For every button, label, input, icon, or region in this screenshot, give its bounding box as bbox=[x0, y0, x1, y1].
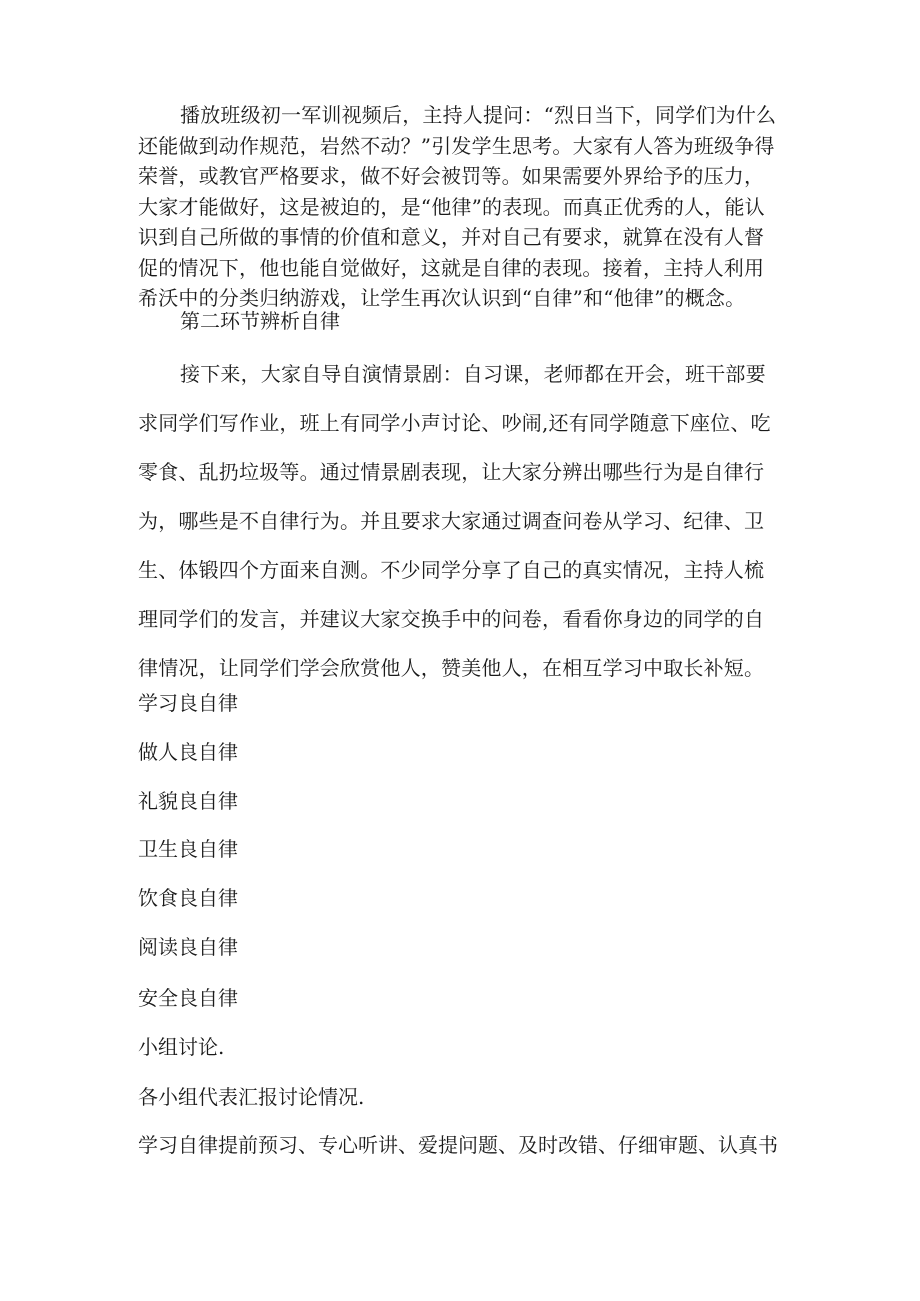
list-item: 小组讨论. bbox=[138, 1035, 225, 1059]
list-item: 礼貌良自律 bbox=[138, 789, 238, 813]
list-item: 阅读良自律 bbox=[138, 935, 238, 959]
list-item: 饮食良自律 bbox=[138, 886, 238, 910]
list-item: 做人良自律 bbox=[138, 740, 238, 764]
list-item: 各小组代表汇报讨论情况. bbox=[138, 1085, 365, 1109]
list-item: 学习自律提前预习、专心听讲、爱提问题、及时改错、仔细审题、认真书 bbox=[138, 1133, 778, 1157]
intro-paragraph: 播放班级初一军训视频后，主持人提问：“烈日当下，同学们为什么还能做到动作规范，岩然不动？”引发学生思考。大家有人答为班级争得荣誉，或教官严格要求，做不好会被罚等。如果需要外界给予的压力，大家才能做好，这是被迫的，是“他律”的表现。而真正优秀的人，能认识到自己所做的事情的价值和意义，并对自己有要求，就算在没有人督促的情况下，他也能自觉做好，这就是自律的表现。接着，主持人利用希沃中的分类归纳游戏，让学生再次认识到“自律”和“他律”的概念。 bbox=[138, 103, 777, 310]
list-item: 学习良自律 bbox=[138, 691, 238, 715]
list-item: 安全良自律 bbox=[138, 986, 238, 1010]
list-item: 卫生良自律 bbox=[138, 837, 238, 861]
scenario-paragraph: 接下来，大家自导自演情景剧：自习课，老师都在开会，班干部要求同学们写作业，班上有同学小声讨论、吵闹,还有同学随意下座位、吃零食、乱扔垃圾等。通过情景剧表现，让大家分辨出哪些行为是自律行为，哪些是不自律行为。并且要求大家通过调查问卷从学习、纪律、卫生、体锻四个方面来自测。不少同学分享了自己的真实情况，主持人梳理同学们的发言，并建议大家交换手中的问卷，看看你身边的同学的自律情况，让同学们学会欣赏他人，赞美他人，在相互学习中取长补短。 bbox=[138, 362, 771, 680]
section-heading: 第二环节辨析自律 bbox=[180, 309, 340, 333]
